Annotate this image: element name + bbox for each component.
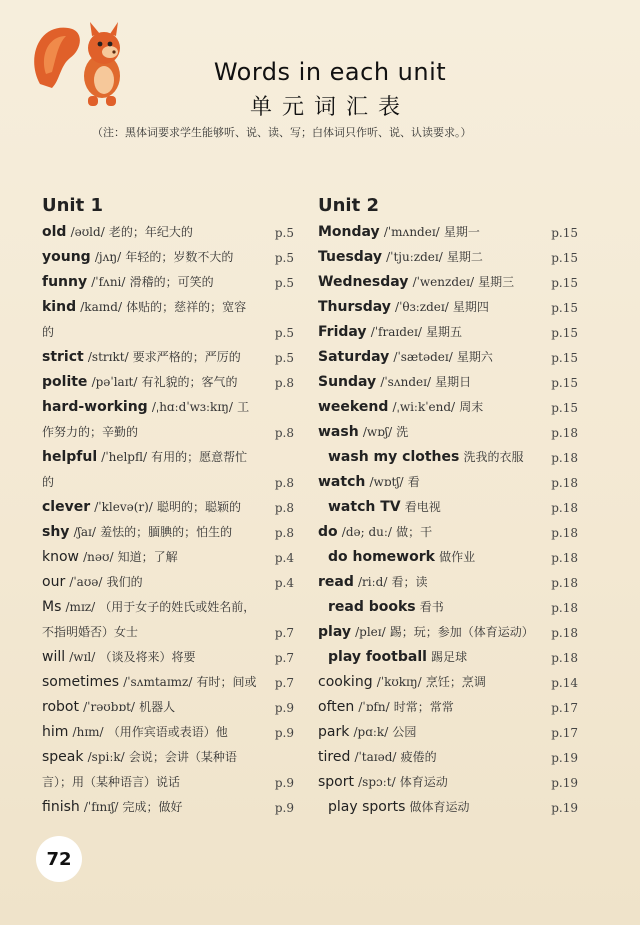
entry-word: polite <box>42 374 88 390</box>
entry-text <box>318 220 540 245</box>
entry-word: often <box>318 699 355 715</box>
vocab-entry <box>318 570 578 595</box>
entry-text <box>42 795 257 820</box>
vocab-entry <box>42 645 294 670</box>
entry-text <box>42 345 257 370</box>
entry-meaning: 知道；了解 <box>117 550 178 564</box>
vocab-entry <box>318 270 578 295</box>
entry-text <box>318 345 540 370</box>
vocab-entry <box>42 670 294 695</box>
entry-text <box>42 520 257 545</box>
entry-word: speak <box>42 749 84 765</box>
vocab-entry <box>42 220 294 245</box>
entry-word: strict <box>42 349 84 365</box>
entry-meaning: （谈及将来）将要 <box>99 650 196 664</box>
entry-page-ref: p.4 <box>274 576 294 590</box>
page-title: Words in each unit <box>213 58 447 86</box>
entry-word: read <box>318 574 354 590</box>
page-subtitle: 单元词汇表 <box>249 95 410 120</box>
entry-page-ref: p.8 <box>274 501 294 515</box>
entry-meaning: 工作努力的；辛勤的 <box>42 400 250 439</box>
entry-text <box>318 645 550 670</box>
entry-word: park <box>318 724 350 740</box>
entry-phonetic: /ˈklevə(r)/ <box>94 500 153 514</box>
vocab-entry <box>318 695 578 720</box>
entry-page-ref: p.5 <box>274 351 294 365</box>
entry-phonetic: /ˈfraɪdeɪ/ <box>370 325 422 339</box>
entry-page-ref: p.5 <box>274 251 294 265</box>
entry-phonetic: /pəˈlaɪt/ <box>91 375 138 389</box>
entry-phonetic: /ˌhɑːdˈwɜːkɪŋ/ <box>151 400 233 414</box>
entry-page-ref: p.4 <box>274 551 294 565</box>
unit-2-column <box>318 194 578 820</box>
entry-text <box>318 795 550 820</box>
vocab-entry <box>318 345 578 370</box>
entry-text <box>318 295 540 320</box>
entry-page-ref: p.8 <box>274 526 294 540</box>
entry-phonetic: /pɑːk/ <box>353 725 389 739</box>
vocab-entry <box>42 570 294 595</box>
entry-text <box>318 270 540 295</box>
page-number: 72 <box>36 836 82 882</box>
entry-word: cooking <box>318 674 373 690</box>
entry-page-ref: p.18 <box>551 526 578 540</box>
entry-phonetic: /spiːk/ <box>87 750 125 764</box>
entry-text <box>42 220 257 245</box>
entry-meaning: 体贴的；慈祥的；宽容的 <box>42 300 247 339</box>
entry-page-ref: p.18 <box>551 551 578 565</box>
entry-text <box>318 545 550 570</box>
entry-meaning: 看书 <box>419 600 444 614</box>
entry-page-ref: p.8 <box>274 376 294 390</box>
entry-text <box>318 370 540 395</box>
entry-word: sport <box>318 774 354 790</box>
entry-phonetic: /ʃaɪ/ <box>73 525 96 539</box>
entry-phonetic: /jʌŋ/ <box>94 250 122 264</box>
entry-page-ref: p.15 <box>551 351 578 365</box>
entry-text <box>42 370 257 395</box>
entry-meaning: 洗 <box>396 425 409 439</box>
entry-meaning: 做；干 <box>396 525 433 539</box>
entry-word: old <box>42 224 67 240</box>
entry-meaning: 机器人 <box>139 700 176 714</box>
entry-text <box>42 595 257 645</box>
entry-meaning: 做作业 <box>439 550 476 564</box>
unit-2-heading: Unit 2 <box>318 195 379 216</box>
vocab-entry <box>42 395 294 445</box>
entry-page-ref: p.15 <box>551 326 578 340</box>
vocab-entry <box>318 645 578 670</box>
entry-meaning: 洗我的衣服 <box>463 450 524 464</box>
entry-phonetic: /ˈsʌmtaɪmz/ <box>123 675 193 689</box>
entry-phonetic: /nəʊ/ <box>83 550 114 564</box>
entry-meaning: 烹饪；烹调 <box>425 675 486 689</box>
vocab-entry <box>42 295 294 345</box>
entry-meaning: 有时；间或 <box>196 675 257 689</box>
entry-word: Ms <box>42 599 62 615</box>
vocab-entry <box>42 445 294 495</box>
entry-page-ref: p.9 <box>274 801 294 815</box>
entry-word: sometimes <box>42 674 120 690</box>
entry-word: do <box>318 524 338 540</box>
entry-word: hard-working <box>42 399 148 415</box>
entry-word: read books <box>328 599 416 615</box>
entry-text <box>42 295 257 345</box>
entry-meaning: 时常；常常 <box>393 700 454 714</box>
vocab-entry <box>42 595 294 645</box>
vocab-entry <box>318 370 578 395</box>
vocab-entry <box>318 720 578 745</box>
entry-page-ref: p.18 <box>551 601 578 615</box>
entry-meaning: 踢；玩；参加（体育运动） <box>389 625 534 639</box>
entry-text <box>318 745 540 770</box>
entry-text <box>318 720 540 745</box>
entry-word: play sports <box>328 799 406 815</box>
entry-word: kind <box>42 299 77 315</box>
entry-page-ref: p.14 <box>551 676 578 690</box>
entry-word: know <box>42 549 79 565</box>
entry-text <box>318 245 540 270</box>
entry-meaning: 星期三 <box>478 275 515 289</box>
entry-meaning: 看 <box>407 475 420 489</box>
entry-meaning: 有用的；愿意帮忙的 <box>42 450 248 489</box>
entry-phonetic: /ˈmʌndeɪ/ <box>383 225 440 239</box>
entry-text <box>318 770 540 795</box>
entry-page-ref: p.8 <box>274 476 294 490</box>
entry-word: Wednesday <box>318 274 409 290</box>
vocab-entry <box>318 620 578 645</box>
entry-word: Tuesday <box>318 249 382 265</box>
entry-text <box>42 645 257 670</box>
vocab-entry <box>42 545 294 570</box>
entry-text <box>318 445 550 470</box>
entry-text <box>42 445 257 495</box>
vocab-entry <box>42 345 294 370</box>
entry-word: funny <box>42 274 88 290</box>
unit-1-heading: Unit 1 <box>42 195 103 216</box>
entry-phonetic: /wɪl/ <box>69 650 96 664</box>
entry-meaning: 要求严格的；严厉的 <box>132 350 241 364</box>
entry-page-ref: p.19 <box>551 751 578 765</box>
entry-meaning: 星期二 <box>446 250 483 264</box>
entry-text <box>318 320 540 345</box>
entry-meaning: 年轻的；岁数不大的 <box>125 250 234 264</box>
entry-meaning: 疲倦的 <box>400 750 437 764</box>
entry-meaning: 完成；做好 <box>122 800 183 814</box>
entry-word: will <box>42 649 66 665</box>
entry-meaning: 聪明的；聪颖的 <box>156 500 241 514</box>
entry-meaning: 星期四 <box>452 300 489 314</box>
entry-page-ref: p.9 <box>274 701 294 715</box>
entry-phonetic: /hɪm/ <box>72 725 104 739</box>
vocab-entry <box>318 670 578 695</box>
entry-meaning: （用于女子的姓氏或姓名前，不指明婚否）女士 <box>42 600 256 639</box>
entry-meaning: 公园 <box>392 725 417 739</box>
vocab-entry <box>318 245 578 270</box>
entry-phonetic: /əʊld/ <box>70 225 105 239</box>
entry-page-ref: p.5 <box>274 276 294 290</box>
entry-meaning: 星期日 <box>435 375 472 389</box>
vocab-entry <box>318 295 578 320</box>
entry-page-ref: p.18 <box>551 426 578 440</box>
entry-phonetic: /ˈɒfn/ <box>358 700 390 714</box>
entry-phonetic: /ˌwiːkˈend/ <box>392 400 456 414</box>
entry-page-ref: p.8 <box>274 426 294 440</box>
entry-page-ref: p.5 <box>274 326 294 340</box>
entry-text <box>42 545 257 570</box>
entry-phonetic: /də; duː/ <box>341 525 392 539</box>
entry-phonetic: /ˈtjuːzdeɪ/ <box>386 250 443 264</box>
entry-word: do homework <box>328 549 435 565</box>
vocab-entry <box>318 495 578 520</box>
entry-page-ref: p.7 <box>274 626 294 640</box>
entry-word: robot <box>42 699 79 715</box>
entry-page-ref: p.19 <box>551 776 578 790</box>
entry-phonetic: /ˈfʌni/ <box>91 275 126 289</box>
entry-text <box>318 520 540 545</box>
entry-phonetic: /ˈaʊə/ <box>69 575 103 589</box>
entry-word: wash <box>318 424 359 440</box>
entry-meaning: 体育运动 <box>399 775 448 789</box>
entry-word: play football <box>328 649 427 665</box>
entry-page-ref: p.15 <box>551 276 578 290</box>
entry-text <box>318 470 540 495</box>
entry-page-ref: p.15 <box>551 226 578 240</box>
entry-phonetic: /ˈhelpfl/ <box>101 450 148 464</box>
entry-page-ref: p.17 <box>551 701 578 715</box>
entry-word: clever <box>42 499 91 515</box>
entry-text <box>42 670 257 695</box>
entry-word: watch <box>318 474 366 490</box>
entry-meaning: 星期五 <box>426 325 463 339</box>
entry-phonetic: /ˈrəʊbɒt/ <box>83 700 135 714</box>
vocab-entry <box>42 520 294 545</box>
vocab-entry <box>42 795 294 820</box>
entry-phonetic: /kaɪnd/ <box>80 300 123 314</box>
entry-word: Friday <box>318 324 367 340</box>
entry-text <box>318 495 550 520</box>
entry-text <box>318 695 540 720</box>
entry-word: him <box>42 724 69 740</box>
entry-word: wash my clothes <box>328 449 460 465</box>
entry-text <box>42 270 257 295</box>
vocab-entry <box>318 395 578 420</box>
vocab-entry <box>42 370 294 395</box>
entry-phonetic: /ˈfɪnɪʃ/ <box>83 800 119 814</box>
entry-page-ref: p.17 <box>551 726 578 740</box>
vocab-entry <box>318 445 578 470</box>
entry-word: helpful <box>42 449 98 465</box>
vocab-entry <box>318 545 578 570</box>
vocab-entry <box>318 320 578 345</box>
entry-phonetic: /pleɪ/ <box>355 625 386 639</box>
entry-phonetic: /wɒʃ/ <box>362 425 393 439</box>
entry-page-ref: p.18 <box>551 451 578 465</box>
entry-word: young <box>42 249 91 265</box>
entry-page-ref: p.18 <box>551 476 578 490</box>
entry-meaning: 看电视 <box>404 500 441 514</box>
usage-note: （注：黑体词要求学生能够听、说、读、写；白体词只作听、说、认读要求。） <box>92 126 472 139</box>
entry-page-ref: p.9 <box>274 726 294 740</box>
entry-meaning: 星期一 <box>443 225 480 239</box>
entry-meaning: 老的；年纪大的 <box>108 225 193 239</box>
entry-meaning: 周末 <box>459 400 484 414</box>
entry-meaning: 看；读 <box>391 575 428 589</box>
entry-word: finish <box>42 799 80 815</box>
entry-page-ref: p.7 <box>274 651 294 665</box>
entry-meaning: 踢足球 <box>431 650 468 664</box>
entry-meaning: 羞怯的；腼腆的；怕生的 <box>100 525 233 539</box>
squirrel-mascot-icon <box>30 14 140 114</box>
entry-text <box>42 720 257 745</box>
entry-phonetic: /strɪkt/ <box>87 350 129 364</box>
unit-1-column <box>42 194 294 820</box>
entry-phonetic: /ˈsʌndeɪ/ <box>380 375 431 389</box>
entry-page-ref: p.15 <box>551 376 578 390</box>
vocab-entry <box>318 595 578 620</box>
entry-text <box>42 395 257 445</box>
entry-word: weekend <box>318 399 389 415</box>
entry-word: watch TV <box>328 499 401 515</box>
vocab-entry <box>318 420 578 445</box>
entry-word: play <box>318 624 351 640</box>
entry-page-ref: p.19 <box>551 801 578 815</box>
entry-page-ref: p.18 <box>551 576 578 590</box>
entry-meaning: （用作宾语或表语）他 <box>107 725 228 739</box>
entry-meaning: 会说；会讲（某种语言）；用（某种语言）说话 <box>42 750 237 789</box>
entry-page-ref: p.18 <box>551 501 578 515</box>
vocab-entry <box>42 720 294 745</box>
entry-meaning: 做体育运动 <box>409 800 470 814</box>
entry-word: tired <box>318 749 351 765</box>
vocab-entry <box>42 495 294 520</box>
entry-page-ref: p.15 <box>551 251 578 265</box>
entry-page-ref: p.15 <box>551 401 578 415</box>
entry-phonetic: /ˈkʊkɪŋ/ <box>376 675 422 689</box>
entry-text <box>318 420 540 445</box>
entry-phonetic: /ˈwenzdeɪ/ <box>412 275 474 289</box>
entry-word: Thursday <box>318 299 391 315</box>
entry-phonetic: /ˈtaɪəd/ <box>354 750 397 764</box>
vocab-entry <box>318 520 578 545</box>
vocab-entry <box>318 220 578 245</box>
entry-text <box>42 570 257 595</box>
entry-phonetic: /spɔːt/ <box>358 775 396 789</box>
entry-meaning: 滑稽的；可笑的 <box>129 275 214 289</box>
entry-text <box>318 395 540 420</box>
entry-phonetic: /wɒtʃ/ <box>369 475 404 489</box>
entry-text <box>318 670 540 695</box>
entry-page-ref: p.18 <box>551 626 578 640</box>
entry-text <box>42 245 257 270</box>
entry-meaning: 我们的 <box>106 575 143 589</box>
vocab-entry <box>42 695 294 720</box>
entry-meaning: 有礼貌的；客气的 <box>141 375 238 389</box>
vocab-entry <box>42 245 294 270</box>
entry-meaning: 星期六 <box>456 350 493 364</box>
entry-page-ref: p.7 <box>274 676 294 690</box>
entry-page-ref: p.15 <box>551 301 578 315</box>
entry-text <box>42 495 257 520</box>
entry-word: Sunday <box>318 374 377 390</box>
vocab-entry <box>318 770 578 795</box>
entry-text <box>318 595 550 620</box>
entry-page-ref: p.5 <box>274 226 294 240</box>
entry-word: our <box>42 574 66 590</box>
entry-phonetic: /ˈθɜːzdeɪ/ <box>395 300 449 314</box>
entry-word: shy <box>42 524 70 540</box>
entry-page-ref: p.9 <box>274 776 294 790</box>
entry-phonetic: /mɪz/ <box>65 600 96 614</box>
entry-page-ref: p.18 <box>551 651 578 665</box>
entry-text <box>318 620 540 645</box>
entry-text <box>318 570 540 595</box>
vocab-entry <box>318 795 578 820</box>
vocab-entry <box>42 745 294 795</box>
vocab-entry <box>318 470 578 495</box>
entry-phonetic: /riːd/ <box>358 575 388 589</box>
entry-text <box>42 745 257 795</box>
vocab-entry <box>42 270 294 295</box>
vocab-entry <box>318 745 578 770</box>
entry-text <box>42 695 257 720</box>
entry-phonetic: /ˈsætədeɪ/ <box>393 350 453 364</box>
entry-word: Monday <box>318 224 380 240</box>
entry-word: Saturday <box>318 349 390 365</box>
